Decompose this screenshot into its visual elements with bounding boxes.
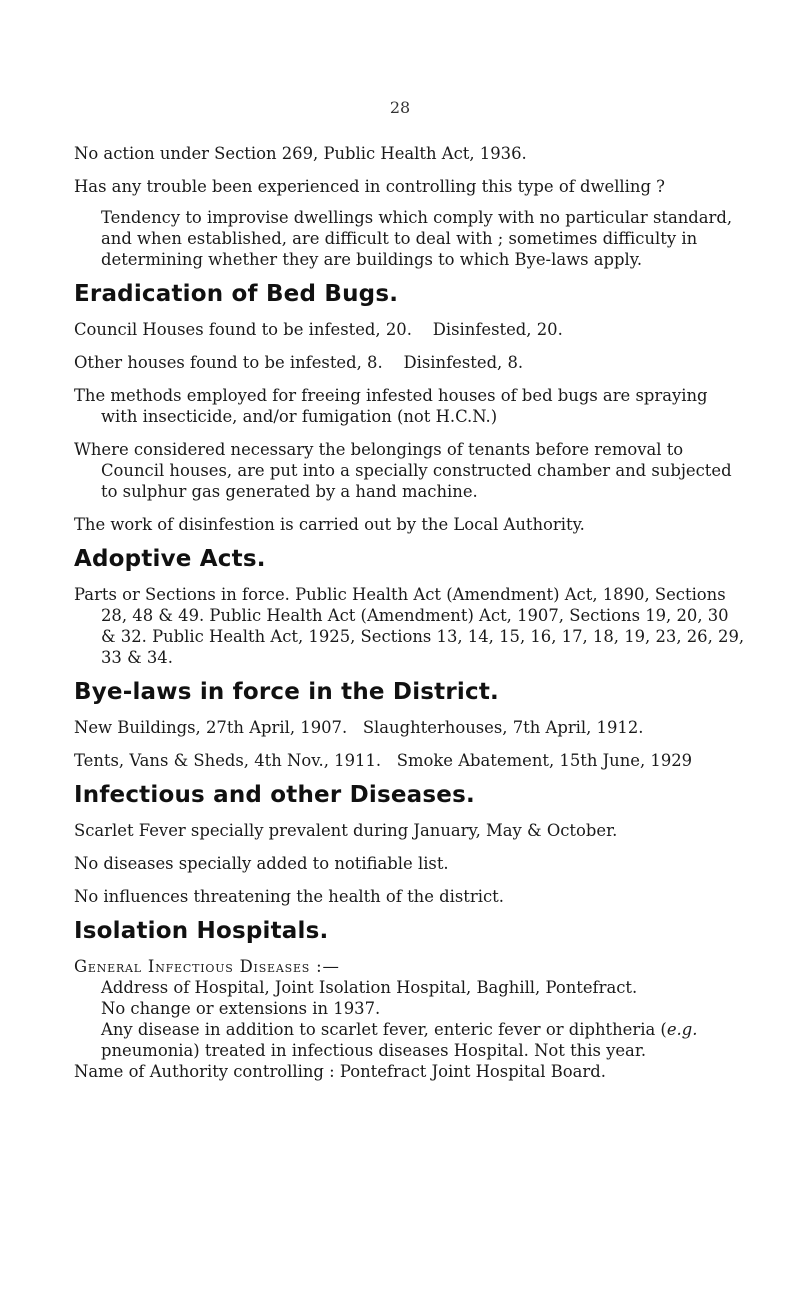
belongings-paragraph: Where considered necessary the belongings of tenants before removal to Council houses, are put into a specially constructed chamber and subjected to sulphur gas generated by a hand machine.	[74, 440, 732, 501]
any-disease-text-end: pneumonia) treated in infectious diseases Hospital. Not this year.	[101, 1041, 647, 1060]
infectious-diseases-heading: Infectious and other Diseases.	[74, 782, 475, 808]
notifiable-list-line: No diseases specially added to notifiable list.	[74, 854, 449, 873]
influences-line: No influences threatening the health of the district.	[74, 887, 504, 906]
isolation-hospitals-heading: Isolation Hospitals.	[74, 918, 329, 944]
adoptive-acts-paragraph: Parts or Sections in force. Public Health Act (Amendment) Act, 1890, Sections 28, 48 & 49. Public Health Act (Amendment) Act, 1907, Sections 19, 20, 30 & 32. Public Health Act, 1925, Sections 13, 14, 15, 16, 17, 18, 19, 23, 26, 29, 33 & 34.	[74, 585, 745, 667]
any-disease-text-start: Any disease in addition to scarlet fever, enteric fever or diphtheria (	[101, 1020, 667, 1039]
other-houses-line: Other houses found to be infested, 8. Disinfested, 8.	[74, 353, 524, 372]
authority-line: Name of Authority controlling : Pontefract Joint Hospital Board.	[74, 1062, 606, 1081]
bye-laws-line-2: Tents, Vans & Sheds, 4th Nov., 1911. Smoke Abatement, 15th June, 1929	[74, 751, 693, 770]
disinfestion-work-line: The work of disinfestion is carried out by the Local Authority.	[74, 515, 585, 534]
bed-bugs-heading: Eradication of Bed Bugs.	[74, 281, 399, 307]
dwelling-answer: Tendency to improvise dwellings which comply with no particular standard, and when established, are difficult to deal with ; sometimes difficulty in determining whether they are buildings to which Bye-laws apply.	[101, 208, 733, 269]
scarlet-fever-line: Scarlet Fever specially prevalent during January, May & October.	[74, 821, 618, 840]
methods-paragraph: The methods employed for freeing infested houses of bed bugs are spraying with insecticide, and/or fumigation (not H.C.N.)	[74, 386, 708, 426]
no-change-line: No change or extensions in 1937.	[101, 999, 381, 1018]
adoptive-acts-heading: Adoptive Acts.	[74, 546, 266, 572]
bye-laws-heading: Bye-laws in force in the District.	[74, 679, 499, 705]
section-269-note: No action under Section 269, Public Health Act, 1936.	[74, 144, 527, 163]
eg-abbreviation: e.g.	[666, 1020, 698, 1039]
general-infectious-diseases-subheading: General Infectious Diseases :—	[74, 957, 340, 976]
council-houses-line: Council Houses found to be infested, 20. Disinfested, 20.	[74, 320, 563, 339]
dwelling-question: Has any trouble been experienced in controlling this type of dwelling ?	[74, 177, 665, 196]
isolation-details	[74, 977, 746, 1061]
any-disease-paragraph	[101, 1019, 746, 1061]
page-content	[74, 143, 746, 1082]
page-number: 28	[389, 98, 411, 117]
hospital-address-line: Address of Hospital, Joint Isolation Hospital, Baghill, Pontefract.	[101, 978, 638, 997]
bye-laws-line-1: New Buildings, 27th April, 1907. Slaughterhouses, 7th April, 1912.	[74, 718, 644, 737]
